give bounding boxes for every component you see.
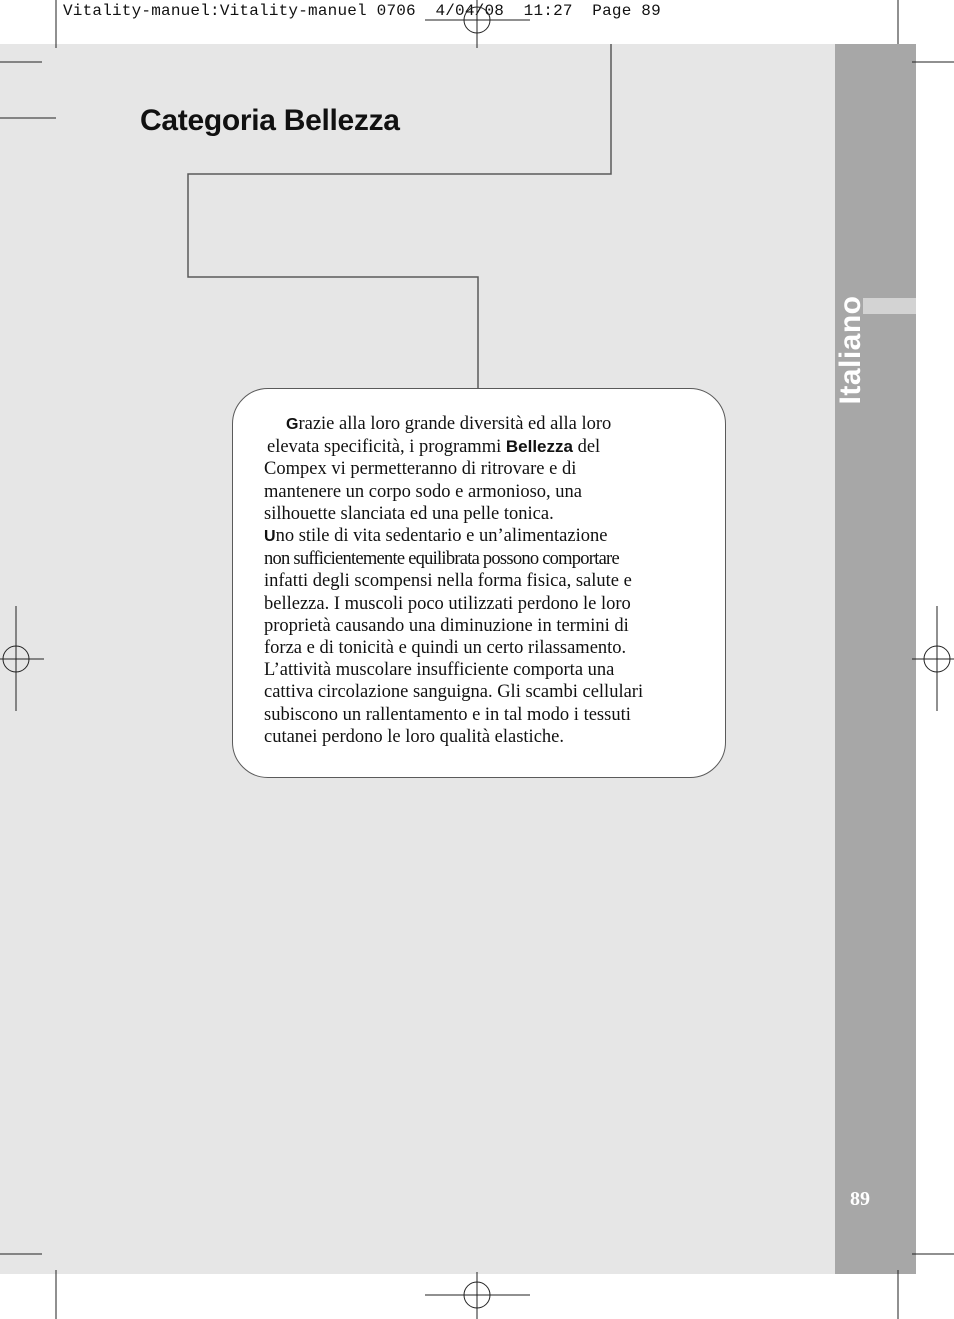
registration-mark-bottom bbox=[425, 1272, 530, 1319]
paragraph-2-line-9: subiscono un rallentamento e in tal modo i tessuti bbox=[264, 704, 631, 725]
paragraph-1-line-2: elevata specificità, i programmi Bellezza del bbox=[267, 437, 601, 458]
keyword-bellezza: Bellezza bbox=[505, 437, 573, 457]
paragraph-2-line-8: cattiva circolazione sanguigna. Gli scambi cellulari bbox=[264, 682, 644, 703]
print-slug: Vitality-manuel:Vitality-manuel 0706 4/04/08 11:27 Page 89 bbox=[63, 2, 661, 20]
paragraph-2-line-4: bellezza. I muscoli poco utilizzati perdono le loro bbox=[264, 593, 631, 614]
dropcap-u: U bbox=[264, 528, 276, 546]
paragraph-1-line-5: silhouette slanciata ed una pelle tonica. bbox=[264, 503, 554, 524]
registration-mark-top bbox=[425, 0, 530, 48]
language-label: Italiano bbox=[834, 295, 867, 405]
paragraph-2-line-6: forza e di tonicità e quindi un certo rilassamento. bbox=[264, 638, 627, 659]
paragraph-2-line-7: L’attività muscolare insufficiente comporta una bbox=[264, 660, 615, 681]
dropcap-g: G bbox=[286, 416, 299, 433]
paragraph-1-line-3: Compex vi permetteranno di ritrovare e di bbox=[264, 459, 577, 480]
registration-mark-right bbox=[912, 606, 954, 711]
paragraph-2-line-1: Uno stile di vita sedentario e un’alimentazione bbox=[264, 526, 608, 547]
paragraph-1-line-1: Grazie alla loro grande diversità ed alla loro bbox=[286, 414, 612, 434]
page-title: Categoria Bellezza bbox=[140, 104, 400, 137]
registration-mark-left bbox=[0, 606, 44, 711]
paragraph-2-line-2: non sufficientemente equilibrata possono comportare bbox=[264, 549, 619, 570]
paragraph-2-line-5: proprietà causando una diminuzione in termini di bbox=[264, 615, 629, 636]
paragraph-2-line-10: cutanei perdono le loro qualità elastiche. bbox=[264, 726, 564, 747]
paragraph-2-line-3: infatti degli scompensi nella forma fisica, salute e bbox=[264, 571, 632, 592]
page-number: 89 bbox=[850, 1188, 870, 1210]
paragraph-1-line-4: mantenere un corpo sodo e armonioso, una bbox=[264, 481, 583, 502]
